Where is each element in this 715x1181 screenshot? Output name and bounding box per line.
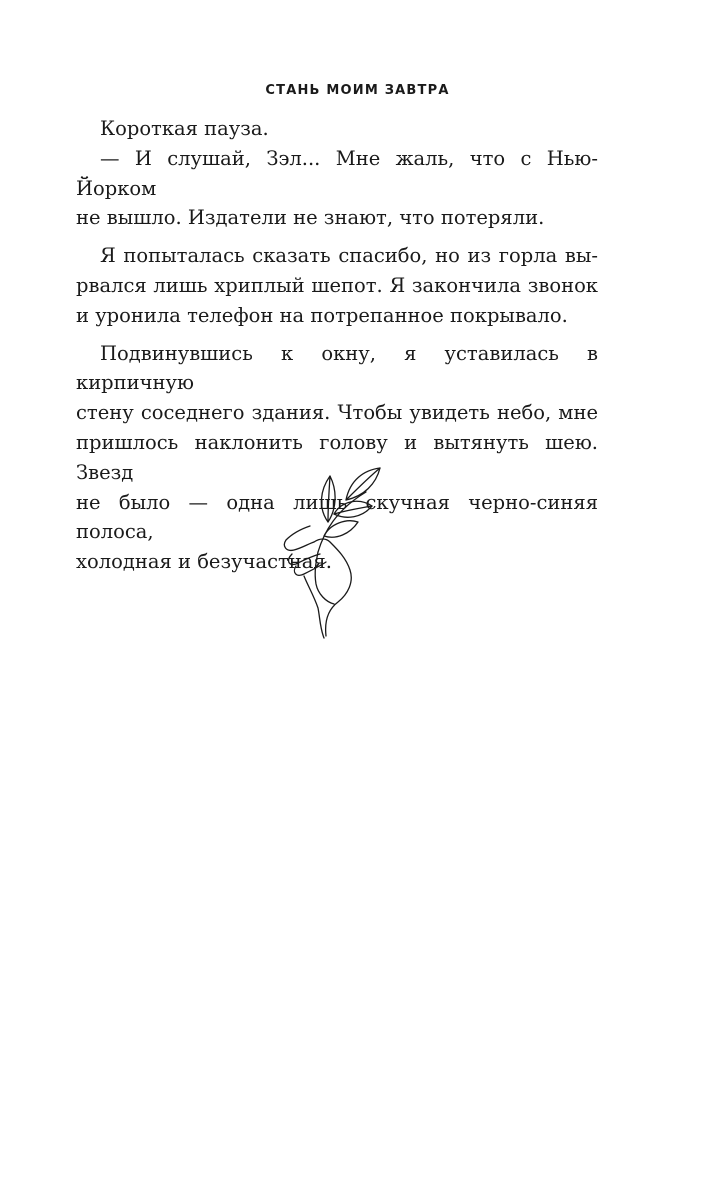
text-line: — И слушай, Зэл... Мне жаль, что с Нью-Йорком — [76, 146, 598, 200]
paragraph-2 — [76, 144, 598, 233]
text-line: не было — одна лишь скучная черно-синяя полоса, — [76, 490, 598, 544]
text-line: Короткая пауза. — [100, 117, 269, 140]
text-line: стену соседнего здания. Чтобы увидеть небо, мне — [76, 401, 598, 425]
paragraph-1 — [76, 114, 598, 144]
text-line: холодная и безучастная. — [76, 550, 332, 574]
text-line: не вышло. Издатели не знают, что потеряли. — [76, 206, 545, 230]
text-line: Я попыталась сказать спасибо, но из горла вы- — [100, 244, 598, 268]
text-line: и уронила телефон на потрепанное покрывало. — [76, 303, 568, 327]
paragraph-3 — [76, 241, 598, 330]
running-head: СТАНЬ МОИМ ЗАВТРА — [265, 83, 450, 98]
text-line: Подвинувшись к окну, я уставилась в кирпичную — [76, 341, 598, 395]
hand-holding-sprig-icon — [268, 462, 388, 642]
text-line: пришлось наклонить голову и вытянуть шею. Звезд — [76, 430, 598, 484]
text-line: рвался лишь хриплый шепот. Я закончила звонок — [76, 273, 598, 297]
